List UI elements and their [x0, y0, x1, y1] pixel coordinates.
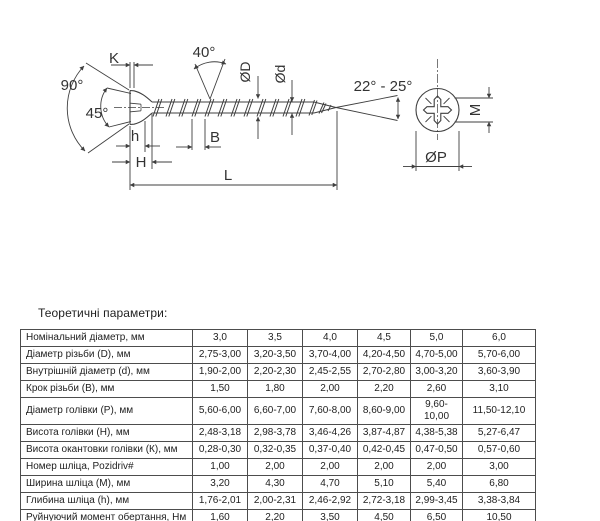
value-cell: 0,37-0,40: [303, 442, 358, 459]
table-row: [21, 459, 536, 476]
label-M: M: [467, 103, 484, 117]
value-cell: 2,48-3,18: [193, 425, 248, 442]
value-cell: 3,46-4,26: [303, 425, 358, 442]
value-cell: 2,60: [411, 381, 463, 398]
label-45deg: 45°: [85, 105, 109, 122]
label-OD: ØD: [237, 61, 253, 83]
value-cell: 4,70-5,00: [411, 347, 463, 364]
value-cell: 8,60-9,00: [358, 398, 411, 425]
value-cell: 1,50: [193, 381, 248, 398]
value-cell: 6,80: [463, 476, 536, 493]
value-cell: 5,0: [411, 330, 463, 347]
value-cell: 4,5: [358, 330, 411, 347]
label-L: L: [223, 167, 233, 184]
value-cell: 3,70-4,00: [303, 347, 358, 364]
value-cell: 2,00: [248, 459, 303, 476]
value-cell: 3,0: [193, 330, 248, 347]
value-cell: 1,80: [248, 381, 303, 398]
row-label: Внутрішній діаметр (d), мм: [21, 364, 193, 381]
value-cell: 6,60-7,00: [248, 398, 303, 425]
value-cell: 2,00: [358, 459, 411, 476]
value-cell: 2,70-2,80: [358, 364, 411, 381]
label-K: K: [108, 50, 120, 67]
value-cell: 3,38-3,84: [463, 493, 536, 510]
value-cell: 3,87-4,87: [358, 425, 411, 442]
row-label: Руйнуючий момент обертання, Нм: [21, 510, 193, 521]
screw-side-view: [114, 91, 336, 125]
value-cell: 4,0: [303, 330, 358, 347]
value-cell: 9,60-10,00: [411, 398, 463, 425]
label-B: B: [209, 129, 221, 146]
value-cell: 2,00: [303, 459, 358, 476]
value-cell: 0,57-0,60: [463, 442, 536, 459]
table-row: [21, 476, 536, 493]
dim-tip-lines: [336, 96, 398, 121]
table-row: [21, 442, 536, 459]
row-label: Діаметр голівки (P), мм: [21, 398, 193, 425]
row-label: Крок різьби (B), мм: [21, 381, 193, 398]
table-row: [21, 330, 536, 347]
value-cell: 5,10: [358, 476, 411, 493]
value-cell: 4,20-4,50: [358, 347, 411, 364]
shank-outline: [152, 102, 336, 113]
value-cell: 2,20-2,30: [248, 364, 303, 381]
value-cell: 4,30: [248, 476, 303, 493]
value-cell: 3,5: [248, 330, 303, 347]
value-cell: 6,50: [411, 510, 463, 521]
value-cell: 2,00: [411, 459, 463, 476]
row-label: Висота голівки (H), мм: [21, 425, 193, 442]
value-cell: 1,76-2,01: [193, 493, 248, 510]
value-cell: 2,72-3,18: [358, 493, 411, 510]
table-row: [21, 493, 536, 510]
label-90deg: 90°: [60, 77, 84, 94]
value-cell: 3,00: [463, 459, 536, 476]
parameters-table: [20, 329, 536, 521]
value-cell: 2,20: [358, 381, 411, 398]
value-cell: 5,60-6,00: [193, 398, 248, 425]
label-OP: ØP: [425, 149, 447, 166]
value-cell: 4,70: [303, 476, 358, 493]
dim-K-extensions: [130, 62, 134, 88]
value-cell: 0,28-0,30: [193, 442, 248, 459]
label-h: h: [130, 128, 140, 145]
value-cell: 5,27-6,47: [463, 425, 536, 442]
value-cell: 2,00-2,31: [248, 493, 303, 510]
value-cell: 2,98-3,78: [248, 425, 303, 442]
value-cell: 2,20: [248, 510, 303, 521]
table-row: [21, 425, 536, 442]
value-cell: 3,50: [303, 510, 358, 521]
screw-head-front-view: [416, 59, 459, 140]
row-label: Висота окантовки голівки (К), мм: [21, 442, 193, 459]
value-cell: 0,32-0,35: [248, 442, 303, 459]
value-cell: 0,42-0,45: [358, 442, 411, 459]
label-tip-angle: 22° - 25°: [353, 78, 413, 95]
value-cell: 3,60-3,90: [463, 364, 536, 381]
value-cell: 1,60: [193, 510, 248, 521]
table-row: [21, 364, 536, 381]
value-cell: 5,40: [411, 476, 463, 493]
table-row: [21, 347, 536, 364]
table-row: [21, 510, 536, 521]
value-cell: 6,0: [463, 330, 536, 347]
value-cell: 2,46-2,92: [303, 493, 358, 510]
value-cell: 2,00: [303, 381, 358, 398]
value-cell: 11,50-12,10: [463, 398, 536, 425]
row-label: Діаметр різьби (D), мм: [21, 347, 193, 364]
label-40deg: 40°: [192, 44, 216, 61]
value-cell: 7,60-8,00: [303, 398, 358, 425]
dimension-lines: [67, 59, 398, 190]
value-cell: 4,38-5,38: [411, 425, 463, 442]
value-cell: 1,90-2,00: [193, 364, 248, 381]
label-Od: Ød: [272, 64, 288, 84]
table-title: Теоретичні параметри:: [38, 306, 168, 320]
value-cell: 2,99-3,45: [411, 493, 463, 510]
value-cell: 3,20: [193, 476, 248, 493]
value-cell: 3,10: [463, 381, 536, 398]
value-cell: 5,70-6,00: [463, 347, 536, 364]
value-cell: 4,50: [358, 510, 411, 521]
table-row: [21, 398, 536, 425]
value-cell: 3,00-3,20: [411, 364, 463, 381]
label-H: H: [135, 154, 147, 171]
value-cell: 3,20-3,50: [248, 347, 303, 364]
value-cell: 10,50: [463, 510, 536, 521]
row-label: Глибина шліца (h), мм: [21, 493, 193, 510]
dim-B-extensions: [192, 119, 205, 150]
value-cell: 0,47-0,50: [411, 442, 463, 459]
value-cell: 1,00: [193, 459, 248, 476]
row-label: Номінальний діаметр, мм: [21, 330, 193, 347]
parameters-table-body: [21, 330, 536, 521]
value-cell: 2,75-3,00: [193, 347, 248, 364]
value-cell: 2,45-2,55: [303, 364, 358, 381]
row-label: Номер шліца, Pozidriv#: [21, 459, 193, 476]
row-label: Ширина шліца (M), мм: [21, 476, 193, 493]
table-row: [21, 381, 536, 398]
